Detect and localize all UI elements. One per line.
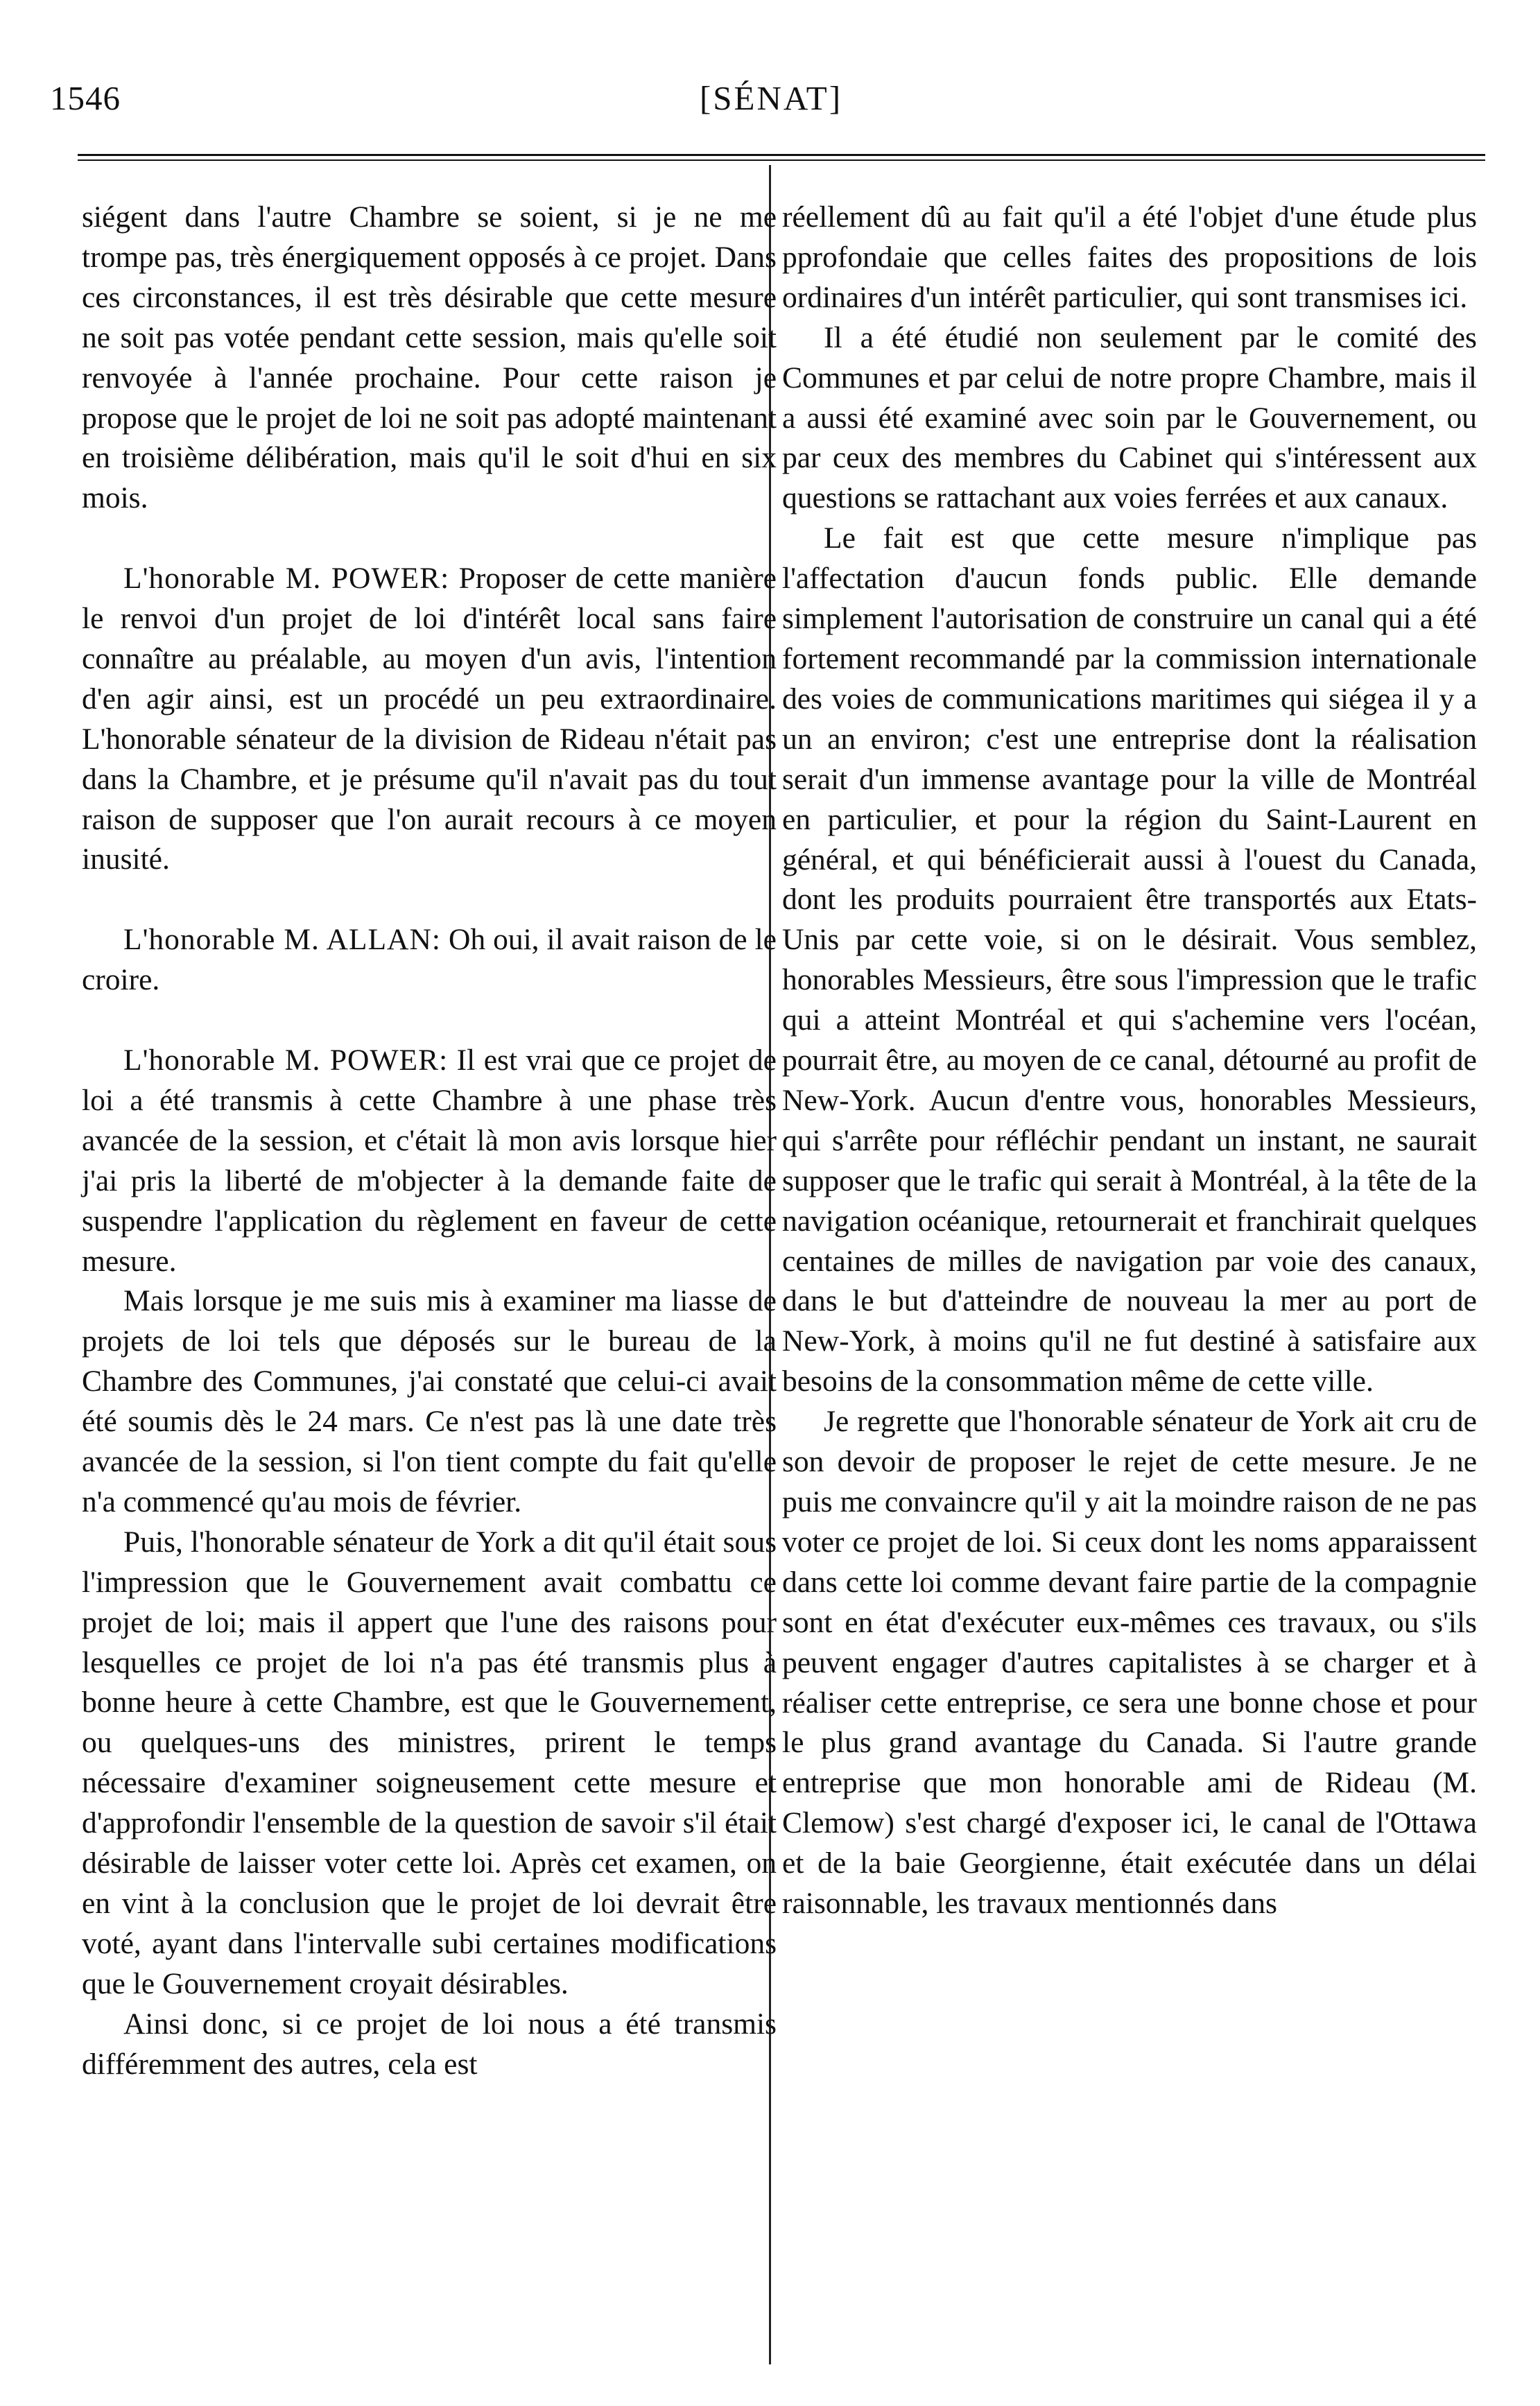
right-paragraph-4: Je regrette que l'honorable sénateur de York ait cru de son devoir de proposer le rejet de cette mesure. Je ne puis me convaincre qu'il y ait la moindre raison de ne pas voter ce projet de loi. Si ceux dont les noms apparaissent dans cette loi comme devant faire partie de la compagnie sont en état d'exécuter eux-mêmes ces travaux, ou s'ils peuvent engager d'autres capitalistes à se charger et à réaliser cette entreprise, ce sera une bonne chose et pour le plus grand avantage du Canada. Si l'autre grande entreprise que mon honorable ami de Rideau (M. Clemow) s'est chargé d'exposer ici, le canal de l'Ottawa et de la baie Georgienne, était exécutée dans un délai raisonnable, les travaux mentionnés dans: [782, 1405, 1477, 1921]
left-paragraph-7: Ainsi donc, si ce projet de loi nous a été transmis différemment des autres, cela est: [82, 2007, 777, 2081]
left-paragraph-4: [82, 1041, 777, 1281]
header-rule-bottom: [78, 159, 1485, 161]
page-header: [50, 71, 1492, 126]
speaker-name: L'honorable M. POWER:: [123, 562, 450, 596]
speaker-name: L'honorable M. ALLAN:: [123, 923, 441, 957]
right-paragraph-1: réellement dû au fait qu'il a été l'objet d'une étude plus pprofondaie que celles faites des propositions de lois ordinaires d'un intérêt particulier, qui sont transmises ici.: [782, 200, 1477, 314]
left-paragraph-3: [82, 920, 777, 1001]
speech-text: Proposer de cette manière le renvoi d'un projet de loi d'intérêt local sans faire connaître au préalable, au moyen d'un avis, l'intention d'en agir ainsi, est un procédé un peu extraordinaire. L'honorable sénateur de la division de Rideau n'était pas dans la Chambre, et je présume qu'il n'avait pas du tout raison de supposer que l'on aurait recours à ce moyen inusité.: [82, 562, 777, 876]
left-paragraph-5: Mais lorsque je me suis mis à examiner ma liasse de projets de loi tels que déposés sur le bureau de la Chambre des Communes, j'ai constaté que celui-ci avait été soumis dès le 24 mars. Ce n'est pas là une date très avancée de la session, si l'on tient compte du fait qu'elle n'a commencé qu'au mois de février.: [82, 1284, 777, 1518]
header-rule-top: [78, 154, 1485, 156]
speech-text: Oh oui, il avait raison de le croire.: [82, 923, 777, 997]
right-paragraph-2: Il a été étudié non seulement par le comité des Communes et par celui de notre propre Chambre, mais il a aussi été examiné avec soin par le Gouvernement, ou par ceux des membres du Cabinet qui s'intéressent aux questions se rattachant aux voies ferrées et aux canaux.: [782, 320, 1477, 515]
left-column: [82, 198, 777, 2085]
page-number: 1546: [50, 79, 121, 117]
right-paragraph-3: Le fait est que cette mesure n'implique pas l'affectation d'aucun fonds public. Elle demande simplement l'autorisation de construire un canal qui a été fortement recommandé par la commission internationale des voies de communications maritimes qui siégea il y a un an environ; c'est une entreprise dont la réalisation serait d'un immense avantage pour la ville de Montréal en particulier, et pour la région du Saint-Laurent en général, et qui bénéficierait aussi à l'ouest du Canada, dont les produits pourraient être transportés aux Etats-Unis par cette voie, si on le désirait. Vous semblez, honorables Messieurs, être sous l'impression que le trafic qui a atteint Montréal et qui s'achemine vers l'océan, pourrait être, au moyen de ce canal, détourné au profit de New-York. Aucun d'entre vous, honorables Messieurs, qui s'arrête pour réfléchir pendant un instant, ne saurait supposer que le trafic qui serait à Montréal, à la tête de la navigation océanique, retournerait et franchirait quelques centaines de milles de navigation par voie des canaux, dans le but d'atteindre de nouveau la mer au port de New-York, à moins qu'il ne fut destiné à satisfaire aux besoins de la consommation même de cette ville.: [782, 521, 1477, 1399]
left-paragraph-6: Puis, l'honorable sénateur de York a dit qu'il était sous l'impression que le Gouvernement avait combattu ce projet de loi; mais il appert que l'une des raisons pour lesquelles ce projet de loi n'a pas été transmis plus à bonne heure à cette Chambre, est que le Gouvernement, ou quelques-uns des ministres, prirent le temps nécessaire d'examiner soigneusement cette mesure et d'approfondir l'ensemble de la question de savoir s'il était désirable de laisser voter cette loi. Après cet examen, on en vint à la conclusion que le projet de loi devrait être voté, ayant dans l'intervalle subi certaines modifications que le Gouvernement croyait désirables.: [82, 1525, 777, 2000]
right-column: [782, 198, 1477, 1924]
speech-text: Il est vrai que ce projet de loi a été transmis à cette Chambre à une phase très avancée de la session, et c'était là mon avis lorsque hier j'ai pris la liberté de m'objecter à la demande faite de suspendre l'application du règlement en faveur de cette mesure.: [82, 1043, 777, 1278]
left-paragraph-2: [82, 559, 777, 880]
left-paragraph-1: siégent dans l'autre Chambre se soient, si je ne me trompe pas, très énergiquement opposés à ce projet. Dans ces circonstances, il est très désirable que cette mesure ne soit pas votée pendant cette session, mais qu'elle soit renvoyée à l'année prochaine. Pour cette raison je propose que le projet de loi ne soit pas adopté maintenant en troisième délibération, mais qu'il le soit d'hui en six mois.: [82, 200, 777, 515]
running-head: [SÉNAT]: [699, 79, 843, 117]
speaker-name: L'honorable M. POWER:: [123, 1043, 449, 1077]
